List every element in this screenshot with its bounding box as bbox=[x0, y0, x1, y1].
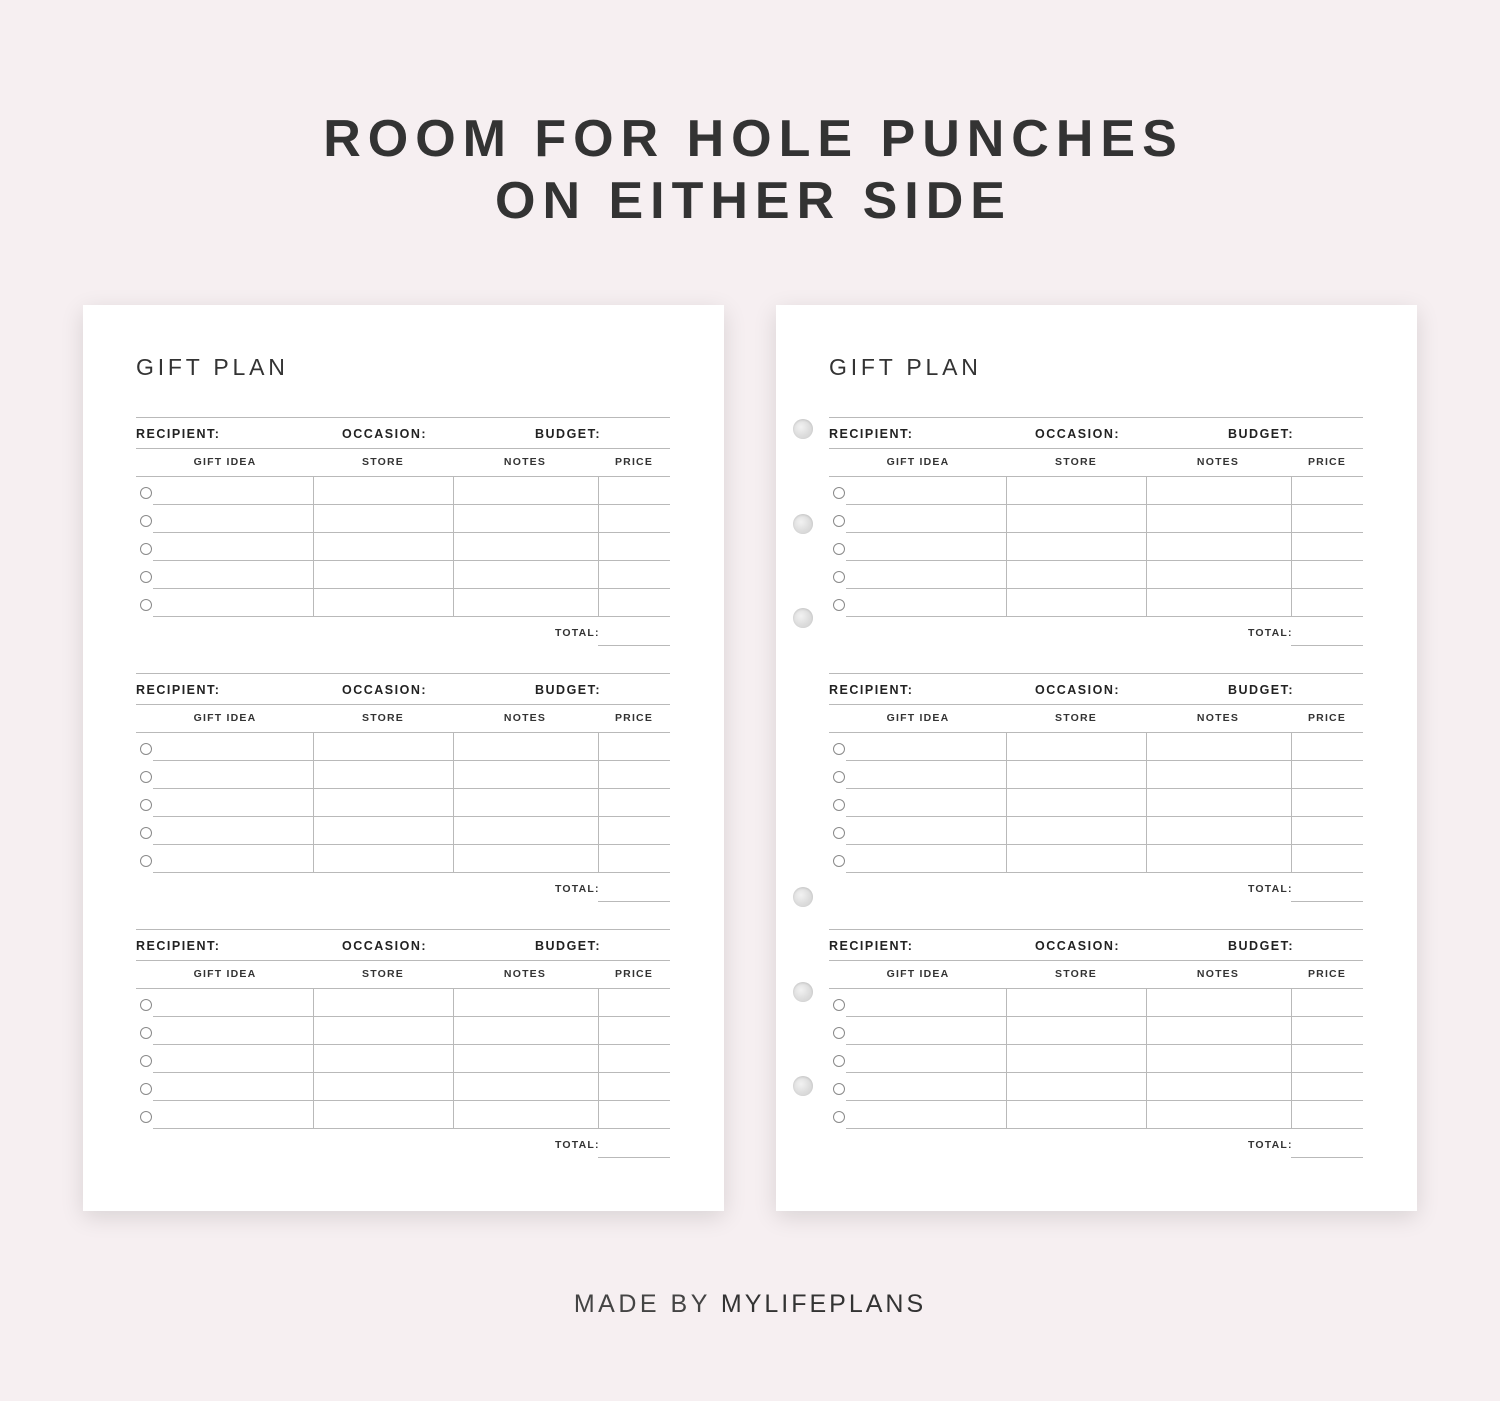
column-header-notes: NOTES bbox=[503, 712, 547, 724]
column-header-rule bbox=[136, 732, 670, 733]
recipient-label: RECIPIENT: bbox=[829, 683, 914, 697]
column-header-price: PRICE bbox=[614, 968, 654, 980]
column-header-gift-idea: GIFT IDEA bbox=[886, 456, 950, 468]
sheet-title: GIFT PLAN bbox=[829, 354, 982, 380]
budget-label: BUDGET: bbox=[535, 939, 602, 953]
row-checkbox[interactable] bbox=[140, 599, 152, 611]
column-divider bbox=[1006, 476, 1007, 617]
occasion-label: OCCASION: bbox=[1035, 683, 1121, 697]
total-label: TOTAL: bbox=[1248, 883, 1293, 895]
section-header-rule bbox=[829, 704, 1363, 705]
section-top-rule bbox=[136, 929, 670, 930]
column-header-price: PRICE bbox=[1307, 968, 1347, 980]
section-top-rule bbox=[829, 417, 1363, 418]
column-header-price: PRICE bbox=[1307, 712, 1347, 724]
column-header-notes: NOTES bbox=[1196, 712, 1240, 724]
row-rule bbox=[846, 1072, 1363, 1073]
row-rule bbox=[846, 872, 1363, 873]
row-checkbox[interactable] bbox=[833, 1055, 845, 1067]
column-header-store: STORE bbox=[362, 456, 404, 468]
column-divider bbox=[1291, 732, 1292, 873]
row-checkbox[interactable] bbox=[833, 855, 845, 867]
column-divider bbox=[1006, 732, 1007, 873]
column-header-store: STORE bbox=[362, 712, 404, 724]
punch-hole bbox=[793, 514, 813, 534]
column-divider bbox=[313, 732, 314, 873]
column-header-price: PRICE bbox=[1307, 456, 1347, 468]
column-header-gift-idea: GIFT IDEA bbox=[193, 712, 257, 724]
row-rule bbox=[153, 1016, 670, 1017]
row-checkbox[interactable] bbox=[833, 827, 845, 839]
row-checkbox[interactable] bbox=[833, 599, 845, 611]
total-rule bbox=[598, 645, 670, 646]
section-header-rule bbox=[829, 448, 1363, 449]
row-checkbox[interactable] bbox=[140, 771, 152, 783]
column-header-price: PRICE bbox=[614, 456, 654, 468]
occasion-label: OCCASION: bbox=[342, 427, 428, 441]
recipient-label: RECIPIENT: bbox=[829, 427, 914, 441]
row-rule bbox=[846, 816, 1363, 817]
budget-label: BUDGET: bbox=[1228, 939, 1295, 953]
row-rule bbox=[846, 504, 1363, 505]
planner-sheet-right bbox=[776, 305, 1417, 1211]
recipient-label: RECIPIENT: bbox=[136, 683, 221, 697]
column-header-rule bbox=[136, 476, 670, 477]
row-rule bbox=[846, 1100, 1363, 1101]
column-divider bbox=[453, 988, 454, 1129]
recipient-label: RECIPIENT: bbox=[829, 939, 914, 953]
row-checkbox[interactable] bbox=[140, 1055, 152, 1067]
row-rule bbox=[153, 588, 670, 589]
column-header-notes: NOTES bbox=[503, 968, 547, 980]
row-checkbox[interactable] bbox=[140, 743, 152, 755]
row-checkbox[interactable] bbox=[833, 1083, 845, 1095]
row-checkbox[interactable] bbox=[140, 999, 152, 1011]
column-header-gift-idea: GIFT IDEA bbox=[886, 968, 950, 980]
row-checkbox[interactable] bbox=[140, 543, 152, 555]
section-header-rule bbox=[829, 960, 1363, 961]
column-divider bbox=[1146, 476, 1147, 617]
row-rule bbox=[153, 760, 670, 761]
row-rule bbox=[153, 872, 670, 873]
column-divider bbox=[598, 476, 599, 617]
row-checkbox[interactable] bbox=[833, 799, 845, 811]
column-divider bbox=[313, 476, 314, 617]
section-top-rule bbox=[136, 417, 670, 418]
row-rule bbox=[846, 1044, 1363, 1045]
row-checkbox[interactable] bbox=[833, 515, 845, 527]
total-rule bbox=[598, 1157, 670, 1158]
total-label: TOTAL: bbox=[555, 1139, 600, 1151]
row-checkbox[interactable] bbox=[833, 743, 845, 755]
row-rule bbox=[153, 1044, 670, 1045]
total-label: TOTAL: bbox=[1248, 1139, 1293, 1151]
row-rule bbox=[153, 816, 670, 817]
row-checkbox[interactable] bbox=[833, 1027, 845, 1039]
headline-line-1: ROOM FOR HOLE PUNCHES bbox=[323, 110, 1184, 168]
section-top-rule bbox=[136, 673, 670, 674]
column-header-notes: NOTES bbox=[503, 456, 547, 468]
footer-brand: MYLIFEPLANS bbox=[720, 1290, 927, 1318]
gift-section bbox=[829, 929, 1363, 1169]
occasion-label: OCCASION: bbox=[342, 683, 428, 697]
total-rule bbox=[1291, 645, 1363, 646]
gift-section bbox=[136, 417, 670, 657]
column-divider bbox=[313, 988, 314, 1129]
row-rule bbox=[153, 560, 670, 561]
headline bbox=[0, 108, 1500, 232]
column-header-store: STORE bbox=[1055, 712, 1097, 724]
row-rule bbox=[846, 1016, 1363, 1017]
recipient-label: RECIPIENT: bbox=[136, 427, 221, 441]
budget-label: BUDGET: bbox=[535, 427, 602, 441]
row-checkbox[interactable] bbox=[833, 771, 845, 783]
row-checkbox[interactable] bbox=[833, 543, 845, 555]
budget-label: BUDGET: bbox=[1228, 683, 1295, 697]
footer-prefix: MADE BY bbox=[573, 1290, 711, 1318]
row-checkbox[interactable] bbox=[140, 1111, 152, 1123]
column-divider bbox=[1146, 732, 1147, 873]
punch-hole bbox=[793, 608, 813, 628]
row-rule bbox=[153, 1128, 670, 1129]
row-checkbox[interactable] bbox=[833, 487, 845, 499]
row-rule bbox=[153, 1072, 670, 1073]
column-divider bbox=[453, 476, 454, 617]
column-header-store: STORE bbox=[1055, 968, 1097, 980]
occasion-label: OCCASION: bbox=[1035, 427, 1121, 441]
section-top-rule bbox=[829, 673, 1363, 674]
column-divider bbox=[453, 732, 454, 873]
column-header-store: STORE bbox=[1055, 456, 1097, 468]
total-rule bbox=[598, 901, 670, 902]
budget-label: BUDGET: bbox=[535, 683, 602, 697]
row-checkbox[interactable] bbox=[833, 1111, 845, 1123]
sheet-title: GIFT PLAN bbox=[136, 354, 289, 380]
row-rule bbox=[153, 788, 670, 789]
column-header-notes: NOTES bbox=[1196, 456, 1240, 468]
total-rule bbox=[1291, 1157, 1363, 1158]
row-checkbox[interactable] bbox=[140, 571, 152, 583]
gift-section bbox=[829, 417, 1363, 657]
column-header-gift-idea: GIFT IDEA bbox=[193, 456, 257, 468]
punch-hole bbox=[793, 419, 813, 439]
row-checkbox[interactable] bbox=[140, 827, 152, 839]
headline-line-2: ON EITHER SIDE bbox=[495, 172, 1012, 230]
total-label: TOTAL: bbox=[555, 883, 600, 895]
total-label: TOTAL: bbox=[555, 627, 600, 639]
occasion-label: OCCASION: bbox=[342, 939, 428, 953]
column-divider bbox=[1006, 988, 1007, 1129]
row-checkbox[interactable] bbox=[833, 999, 845, 1011]
column-header-price: PRICE bbox=[614, 712, 654, 724]
row-checkbox[interactable] bbox=[140, 1083, 152, 1095]
column-header-rule bbox=[829, 732, 1363, 733]
row-rule bbox=[846, 844, 1363, 845]
punch-hole bbox=[793, 887, 813, 907]
section-header-rule bbox=[136, 448, 670, 449]
row-checkbox[interactable] bbox=[140, 855, 152, 867]
row-rule bbox=[846, 788, 1363, 789]
column-header-rule bbox=[829, 988, 1363, 989]
row-checkbox[interactable] bbox=[140, 1027, 152, 1039]
row-checkbox[interactable] bbox=[140, 487, 152, 499]
row-rule bbox=[153, 844, 670, 845]
row-checkbox[interactable] bbox=[140, 515, 152, 527]
gift-section bbox=[829, 673, 1363, 913]
recipient-label: RECIPIENT: bbox=[136, 939, 221, 953]
column-header-gift-idea: GIFT IDEA bbox=[886, 712, 950, 724]
column-header-gift-idea: GIFT IDEA bbox=[193, 968, 257, 980]
column-divider bbox=[598, 732, 599, 873]
row-rule bbox=[153, 616, 670, 617]
column-divider bbox=[598, 988, 599, 1129]
column-divider bbox=[1146, 988, 1147, 1129]
row-rule bbox=[846, 760, 1363, 761]
column-divider bbox=[1291, 988, 1292, 1129]
row-rule bbox=[846, 560, 1363, 561]
row-rule bbox=[153, 1100, 670, 1101]
row-checkbox[interactable] bbox=[140, 799, 152, 811]
footer-credit bbox=[0, 1290, 1500, 1319]
row-rule bbox=[153, 504, 670, 505]
total-label: TOTAL: bbox=[1248, 627, 1293, 639]
planner-sheet-left bbox=[83, 305, 724, 1211]
punch-hole bbox=[793, 1076, 813, 1096]
section-header-rule bbox=[136, 960, 670, 961]
section-header-rule bbox=[136, 704, 670, 705]
row-rule bbox=[153, 532, 670, 533]
gift-section bbox=[136, 673, 670, 913]
section-top-rule bbox=[829, 929, 1363, 930]
occasion-label: OCCASION: bbox=[1035, 939, 1121, 953]
column-header-rule bbox=[136, 988, 670, 989]
punch-hole bbox=[793, 982, 813, 1002]
gift-section bbox=[136, 929, 670, 1169]
column-header-rule bbox=[829, 476, 1363, 477]
row-checkbox[interactable] bbox=[833, 571, 845, 583]
column-divider bbox=[1291, 476, 1292, 617]
total-rule bbox=[1291, 901, 1363, 902]
column-header-store: STORE bbox=[362, 968, 404, 980]
row-rule bbox=[846, 532, 1363, 533]
budget-label: BUDGET: bbox=[1228, 427, 1295, 441]
row-rule bbox=[846, 588, 1363, 589]
row-rule bbox=[846, 616, 1363, 617]
column-header-notes: NOTES bbox=[1196, 968, 1240, 980]
row-rule bbox=[846, 1128, 1363, 1129]
